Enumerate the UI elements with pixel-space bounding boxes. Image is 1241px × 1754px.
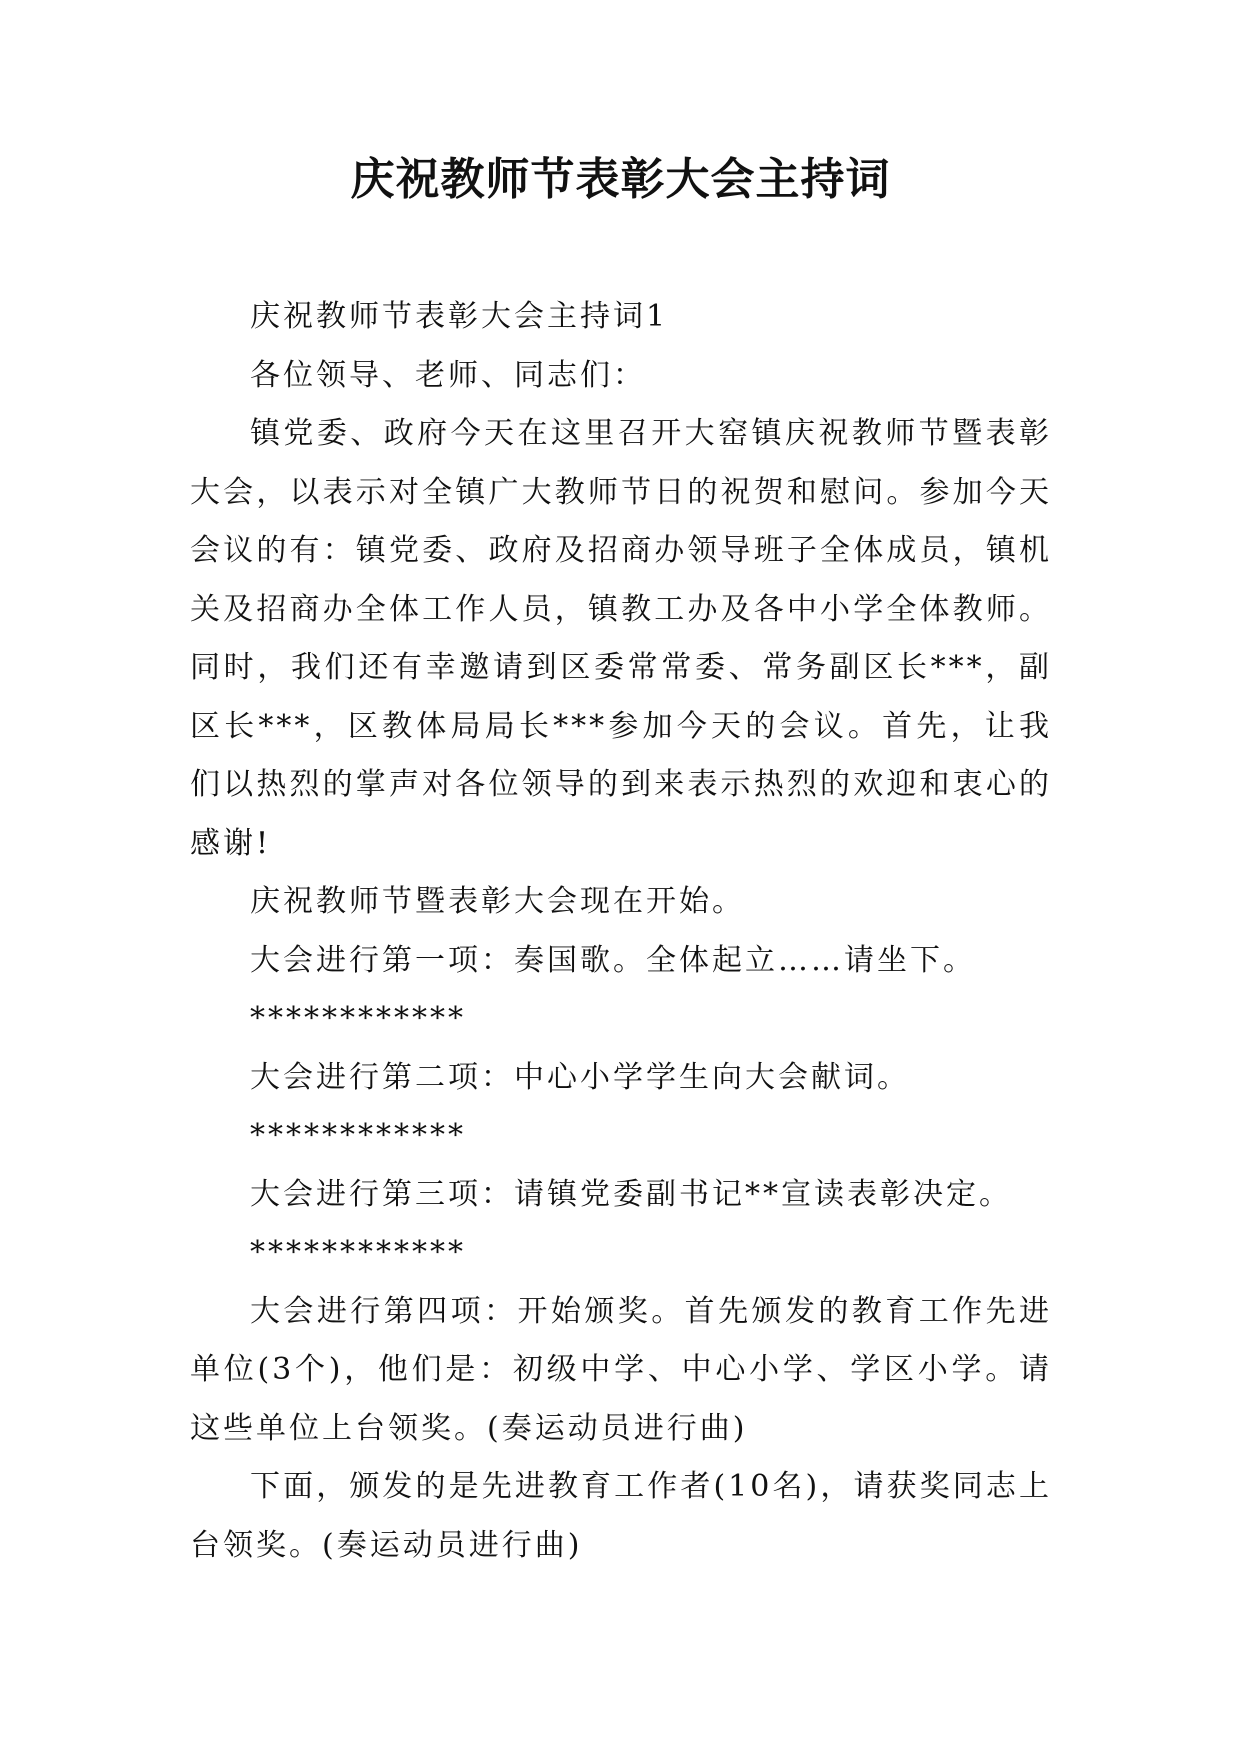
document-title: 庆祝教师节表彰大会主持词	[350, 154, 891, 205]
paragraph-separator: ************	[250, 1001, 466, 1036]
paragraph-item-2: 大会进行第二项：中心小学学生向大会献词。	[250, 1059, 910, 1095]
paragraph-separator: ************	[250, 1118, 466, 1153]
document-body	[190, 288, 1052, 1575]
paragraph-opening: 镇党委、政府今天在这里召开大窑镇庆祝教师节暨表彰大会，以表示对全镇广大教师节日的祝贺和慰问。参加今天会议的有：镇党委、政府及招商办领导班子全体成员，镇机关及招商办全体工作人员，镇教工办及各中小学全体教师。同时，我们还有幸邀请到区委常常委、常务副区长***，副区长***，区教体局局长***参加今天的会议。首先，让我们以热烈的掌声对各位领导的到来表示热烈的欢迎和衷心的感谢!	[190, 416, 1052, 861]
paragraph-start: 庆祝教师节暨表彰大会现在开始。	[250, 884, 745, 919]
paragraph-awards: 下面，颁发的是先进教育工作者(10名)，请获奖同志上台领奖。(奏运动员进行曲)	[190, 1469, 1052, 1563]
paragraph-item-4: 大会进行第四项：开始颁奖。首先颁发的教育工作先进单位(3个)，他们是：初级中学、中心小学、学区小学。请这些单位上台领奖。(奏运动员进行曲)	[190, 1293, 1052, 1446]
paragraph-heading: 庆祝教师节表彰大会主持词1	[250, 299, 669, 334]
paragraph-item-3: 大会进行第三项：请镇党委副书记**宣读表彰决定。	[250, 1176, 1012, 1212]
paragraph-item-1: 大会进行第一项：奏国歌。全体起立……请坐下。	[250, 942, 976, 978]
paragraph-salutation: 各位领导、老师、同志们：	[250, 357, 646, 393]
paragraph-separator: ************	[250, 1235, 466, 1270]
